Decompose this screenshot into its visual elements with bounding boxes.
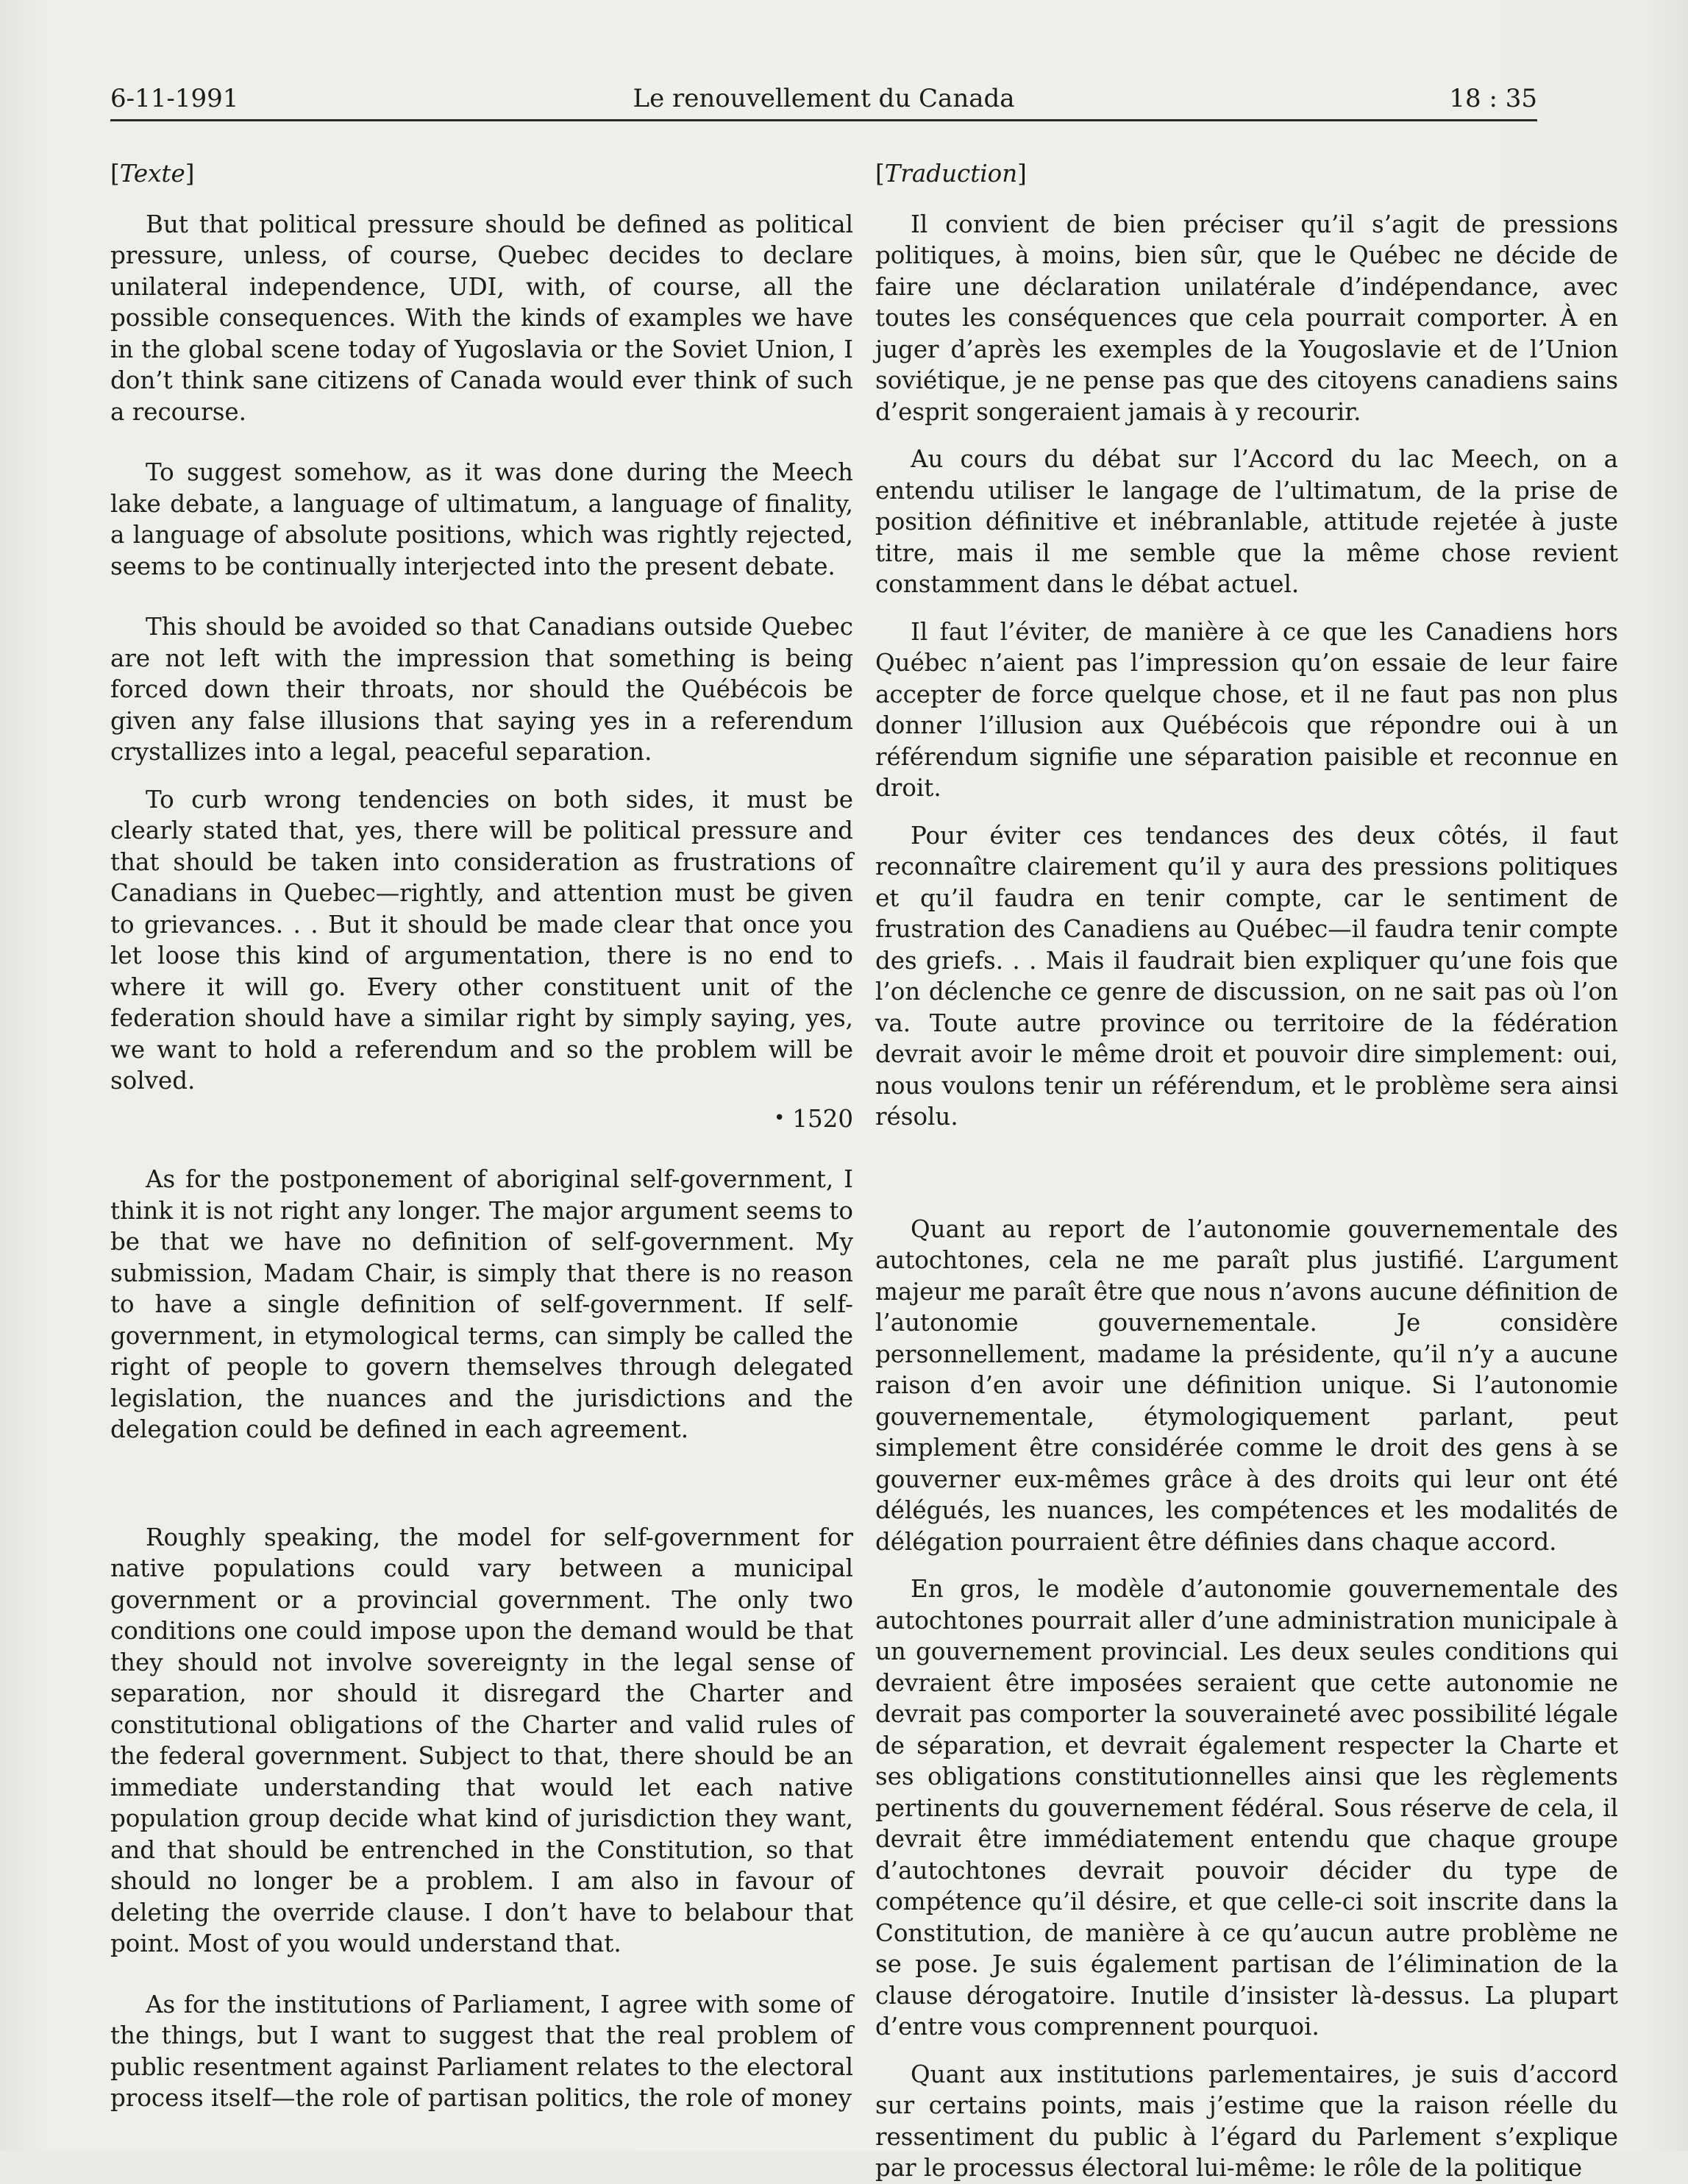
header-date: 6-11-1991	[110, 84, 239, 113]
english-paragraph: To suggest somehow, as it was done during the Meech lake debate, a language of ultimatum, a language of finality, a language of absolute positions, which was rightly rejected, seems to be continually interjected into the present debate.	[110, 458, 853, 580]
french-paragraph: Pour éviter ces tendances des deux côtés, il faut reconnaître clairement qu’il y aura des pressions politiques et qu’il faudra en tenir compte, car le sentiment de frustration des Canadiens au Québec—il faudra tenir compte des griefs. . . Mais il faudrait bien expliquer qu’une fois que l’on déclenche ce genre de discussion, on ne sait pas où l’on va. Toute autre province ou territoire de la fédération devrait avoir le même droit et pouvoir dire simplement: oui, nous voulons tenir un référendum, et le problème sera ainsi résolu.	[875, 821, 1618, 1131]
french-paragraph: Au cours du débat sur l’Accord du lac Meech, on a entendu utiliser le langage de l’ultimatum, de la prise de position définitive et inébranlable, attitude rejetée à juste titre, mais il me semble que la même chose revient constamment dans le débat actuel.	[875, 445, 1618, 598]
english-paragraph: But that political pressure should be defined as political pressure, unless, of course, Quebec decides to declare unilateral independence, UDI, with, of course, all the possible consequences. With the kinds of examples we have in the global scene today of Yugoslavia or the Soviet Union, I don’t think sane citizens of Canada would ever think of such a recourse.	[110, 210, 853, 426]
running-header	[110, 74, 1537, 121]
bullet-marker: •	[773, 1106, 786, 1129]
french-paragraph: Quant au report de l’autonomie gouvernementale des autochtones, cela ne me paraît plus justifié. L’argument majeur me paraît être que nous n’avons aucune définition de l’autonomie gouvernementale. Je considère personnellement, madame la présidente, qu’il n’y a aucune raison d’en avoir une définition unique. Si l’autonomie gouvernementale, étymologiquement parlant, peut simplement être considérée comme le droit des gens à se gouverner eux-mêmes grâce à des droits qui leur ont été délégués, les nuances, les compétences et les modalités de délégation pourraient être définies dans chaque accord.	[875, 1214, 1618, 1556]
english-section-label: [Texte]	[110, 160, 195, 188]
header-page-number: 18 : 35	[1449, 84, 1537, 113]
french-section-label: [Traduction]	[875, 160, 1027, 188]
time-marker	[110, 1103, 853, 1135]
english-paragraph: This should be avoided so that Canadians outside Quebec are not left with the impression that something is being forced down their throats, nor should the Québécois be given any false illusions that saying yes in a referendum crystallizes into a legal, peaceful separation.	[110, 613, 853, 766]
time-marker-text: 1520	[792, 1104, 853, 1133]
french-paragraph: En gros, le modèle d’autonomie gouvernementale des autochtones pourrait aller d’une administration municipale à un gouvernement provincial. Les deux seules conditions qui devraient être imposées seraient que cette autonomie ne devrait pas comporter la souveraineté avec possibilité légale de séparation, et devrait également respecter la Charte et ses obligations constitutionnelles ainsi que les règlements pertinents du gouvernement fédéral. Sous réserve de cela, il devrait être immédiatement entendu que chaque groupe d’autochtones devrait pouvoir décider du type de compétence qu’il désire, et que celle-ci soit inscrite dans la Constitution, de manière à ce qu’aucun autre problème ne se pose. Je suis également partisan de l’élimination de la clause dérogatoire. Inutile d’insister là-dessus. La plupart d’entre vous comprennent pourquoi.	[875, 1575, 1618, 2041]
english-paragraph: Roughly speaking, the model for self-government for native populations could vary between a municipal government or a provincial government. The only two conditions one could impose upon the demand would be that they should not involve sovereignty in the legal sense of separation, nor should it disregard the Charter and constitutional obligations of the Charter and valid rules of the federal government. Subject to that, there should be an immediate understanding that would let each native population group decide what kind of jurisdiction they want, and that should be entrenched in the Constitution, so that should no longer be a problem. I am also in favour of deleting the override clause. I don’t have to belabour that point. Most of you would understand that.	[110, 1523, 853, 1957]
french-paragraph: Il faut l’éviter, de manière à ce que les Canadiens hors Québec n’aient pas l’impression qu’on essaie de leur faire accepter de force quelque chose, et il ne faut pas non plus donner l’illusion aux Québécois que répondre oui à un référendum signifie une séparation paisible et reconnue en droit.	[875, 617, 1618, 802]
english-paragraph: As for the postponement of aboriginal self-government, I think it is not right any longer. The major argument seems to be that we have no definition of self-government. My submission, Madam Chair, is simply that there is no reason to have a single definition of self-government. If self-government, in etymological terms, can simply be called the right of people to govern themselves through delegated legislation, the nuances and the jurisdictions and the delegation could be defined in each agreement.	[110, 1165, 853, 1443]
french-paragraph: Quant aux institutions parlementaires, je suis d’accord sur certains points, mais j’estime que la raison réelle du ressentiment du public à l’égard du Parlement s’explique par le processus électoral lui-même: le rôle de la politique	[875, 2060, 1618, 2182]
english-column	[110, 158, 853, 2114]
header-title: Le renouvellement du Canada	[633, 84, 1015, 113]
french-paragraph: Il convient de bien préciser qu’il s’agit de pressions politiques, à moins, bien sûr, que le Québec ne décide de faire une déclaration unilatérale d’indépendance, avec toutes les conséquences que cela pourrait comporter. À en juger d’après les exemples de la Yougoslavie et de l’Union soviétique, je ne pense pas que des citoyens canadiens sains d’esprit songeraient jamais à y recourir.	[875, 210, 1618, 426]
french-column	[875, 158, 1618, 2184]
english-paragraph: As for the institutions of Parliament, I agree with some of the things, but I want to suggest that the real problem of public resentment against Parliament relates to the electoral process itself—the role of partisan politics, the role of money	[110, 1990, 853, 2112]
english-paragraph: To curb wrong tendencies on both sides, it must be clearly stated that, yes, there will be political pressure and that should be taken into consideration as frustrations of Canadians in Quebec—rightly, and attention must be given to grievances. . . But it should be made clear that once you let loose this kind of argumentation, there is no end to where it will go. Every other constituent unit of the federation should have a similar right by simply saying, yes, we want to hold a referendum and so the problem will be solved.	[110, 785, 853, 1095]
